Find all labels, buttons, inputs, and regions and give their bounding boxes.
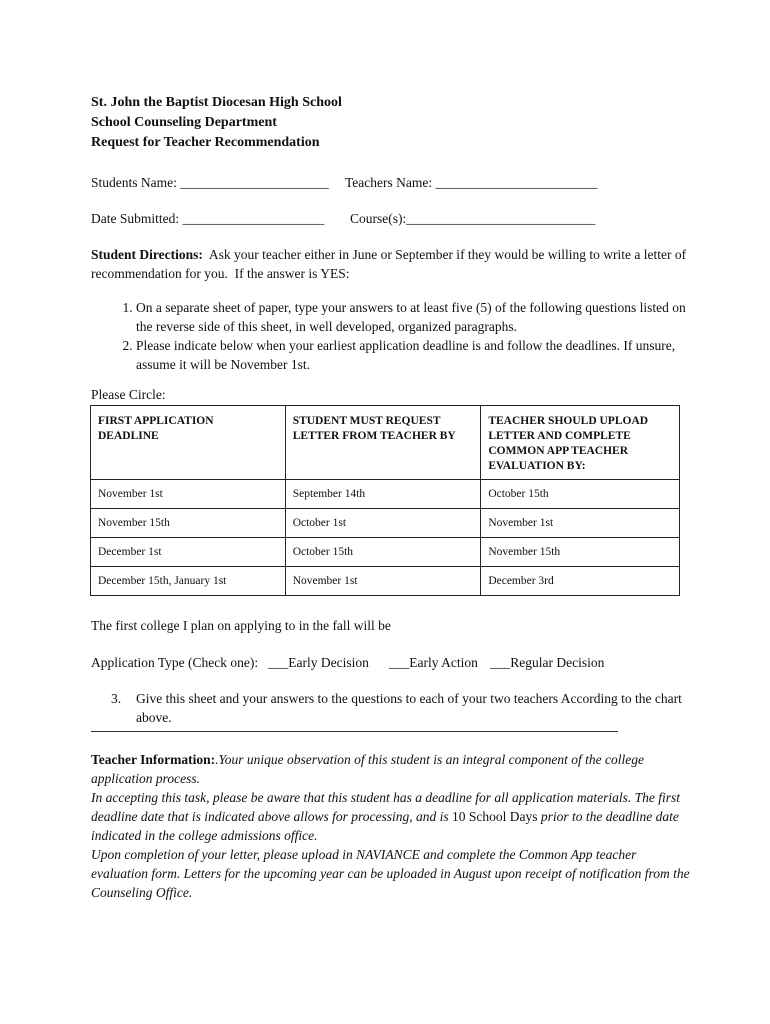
document-page — [91, 93, 691, 902]
teachers-name-field[interactable]: Teachers Name: ________________________ — [345, 175, 598, 190]
steps-list — [91, 298, 691, 374]
table-cell[interactable]: September 14th — [285, 480, 481, 509]
deadline-table — [90, 405, 680, 596]
teacher-info-line-2b: prior to the deadline date indicated in the college admissions office. — [91, 809, 679, 843]
student-directions — [91, 245, 691, 283]
table-row[interactable] — [91, 538, 680, 567]
step-3-text: Give this sheet and your answers to the questions to each of your two teachers According to the chart above. — [136, 691, 682, 725]
column-header: STUDENT MUST REQUEST LETTER FROM TEACHER BY — [285, 406, 481, 480]
directions-label: Student Directions: — [91, 247, 203, 262]
table-row[interactable] — [91, 509, 680, 538]
table-cell[interactable]: November 1st — [91, 480, 286, 509]
table-cell[interactable]: October 15th — [285, 538, 481, 567]
department-name: School Counseling Department — [91, 115, 277, 130]
teacher-info-line-1: .Your unique observation of this student is an integral component of the college application process. — [91, 752, 644, 786]
divider-line — [91, 731, 618, 732]
student-fields — [91, 173, 691, 228]
school-name: St. John the Baptist Diocesan High School — [91, 95, 342, 110]
column-header: TEACHER SHOULD UPLOAD LETTER AND COMPLETE COMMON APP TEACHER EVALUATION BY: — [481, 406, 680, 480]
step-item-3 — [91, 689, 691, 727]
document-title: Request for Teacher Recommendation — [91, 135, 320, 150]
first-college-line: The first college I plan on applying to in the fall will be — [91, 618, 391, 633]
table-cell[interactable]: December 1st — [91, 538, 286, 567]
table-cell[interactable]: November 1st — [481, 509, 680, 538]
application-type-row — [91, 653, 691, 672]
early-decision-option[interactable]: ___Early Decision — [268, 655, 369, 670]
table-header-row — [91, 406, 680, 480]
teacher-information — [91, 750, 691, 902]
field-row-names — [91, 173, 691, 192]
teacher-info-paragraph-2 — [91, 788, 691, 845]
date-submitted-field[interactable]: Date Submitted: _____________________ — [91, 211, 325, 226]
directions-text: Ask your teacher either in June or September if they would be willing to write a letter of recommendation for you. If the answer is YES: — [91, 247, 690, 281]
step-3-number: 3. — [111, 691, 122, 706]
step-item-1: 1. On a separate sheet of paper, type your answers to at least five (5) of the following questions listed on the reverse side of this sheet, in well developed, organized paragraphs. — [136, 298, 691, 336]
table-row[interactable] — [91, 567, 680, 596]
students-name-field[interactable]: Students Name: ______________________ — [91, 175, 329, 190]
please-circle-label: Please Circle: — [91, 387, 166, 402]
table-cell[interactable]: November 15th — [91, 509, 286, 538]
column-header: FIRST APPLICATION DEADLINE — [91, 406, 286, 480]
application-type-label: Application Type (Check one): — [91, 655, 259, 670]
teacher-info-paragraph-1 — [91, 750, 691, 788]
document-header — [91, 93, 691, 153]
teacher-info-paragraph-3: Upon completion of your letter, please upload in NAVIANCE and complete the Common App teacher evaluation form. Letters for the upcoming year can be uploaded in August upon receipt of notification from the Counseling Office. — [91, 847, 690, 900]
table-cell[interactable]: November 15th — [481, 538, 680, 567]
table-cell[interactable]: October 15th — [481, 480, 680, 509]
step-item-2: 2. Please indicate below when your earliest application deadline is and follow the deadlines. If unsure, assume it will be November 1st. — [136, 336, 691, 374]
table-cell[interactable]: November 1st — [285, 567, 481, 596]
regular-decision-option[interactable]: ___Regular Decision — [490, 655, 605, 670]
school-days-note: 10 School Days — [451, 809, 538, 824]
table-cell[interactable]: October 1st — [285, 509, 481, 538]
field-row-date-course — [91, 209, 691, 228]
table-row[interactable] — [91, 480, 680, 509]
courses-field[interactable]: Course(s):____________________________ — [350, 211, 596, 226]
table-cell[interactable]: December 15th, January 1st — [91, 567, 286, 596]
teacher-info-line-2a: In accepting this task, please be aware that this student has a deadline for all application materials. The first deadline date that is indicated above allows for processing, and is — [91, 790, 680, 824]
teacher-info-label: Teacher Information: — [91, 752, 216, 767]
early-action-option[interactable]: ___Early Action — [389, 655, 478, 670]
table-cell[interactable]: December 3rd — [481, 567, 680, 596]
